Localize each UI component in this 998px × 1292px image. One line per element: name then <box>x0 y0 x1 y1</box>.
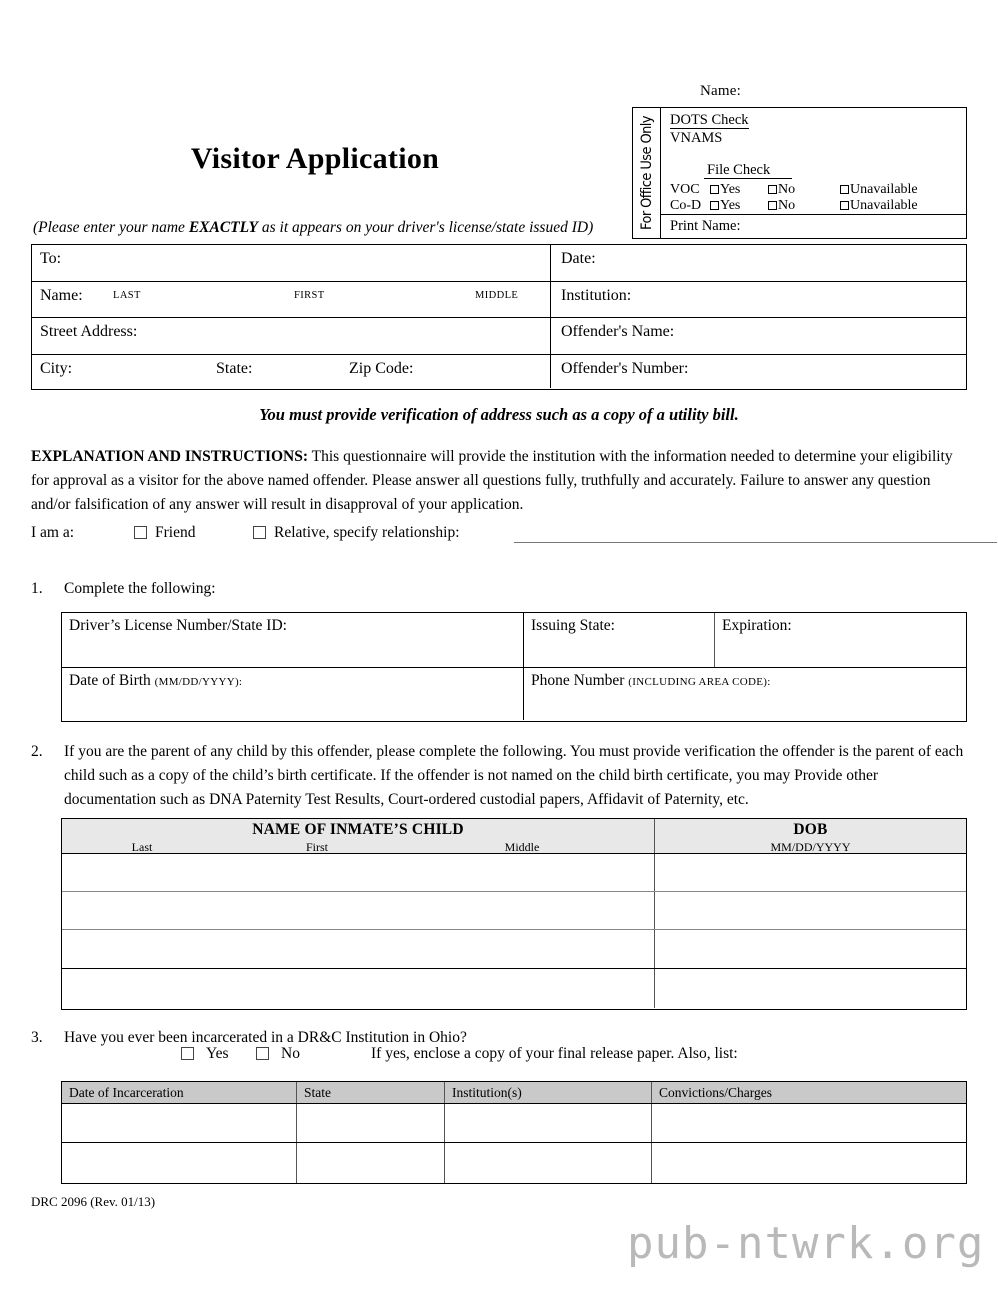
state-header: State <box>304 1085 331 1100</box>
incarcerated-yes-checkbox[interactable] <box>181 1047 194 1060</box>
cell-child-name[interactable] <box>62 969 655 1008</box>
cell-child-name[interactable] <box>62 892 655 929</box>
table-row <box>62 1143 966 1183</box>
name-label: Name: <box>40 286 83 304</box>
section-2-text: If you are the parent of any child by this offender, please complete the following. You must provide verification the offender is the parent of each child such as a copy of the child’s birth certificate. If the offender is not named on the child birth certificate, you may Provide other documentation such as DNA Paternity Test Results, Court-ordered custodial papers, Affidavit of Paternity, etc. <box>64 743 964 808</box>
cell-convictions[interactable] <box>652 1143 966 1183</box>
explanation-body: This questionnaire will provide the institution with the information needed to determine your eligibility for approval as a visitor for the above named offender. Please answer all questions fully, truthfully and accurately. Failure to answer any question and/or falsification of any answer will result in disapproval of your application. <box>31 448 953 513</box>
to-label: To: <box>40 250 62 267</box>
phone-number-label <box>531 672 771 690</box>
row-city-offendernumber <box>32 355 966 388</box>
cell-state[interactable] <box>297 1143 445 1183</box>
cell-issuing-state[interactable] <box>524 613 715 667</box>
table-row <box>62 930 966 969</box>
incarceration-yes-no-row <box>31 1045 969 1067</box>
office-use-vertical-label <box>633 108 661 238</box>
cell-child-dob[interactable] <box>655 930 966 968</box>
section-3-text: Have you ever been incarcerated in a DR&C Institution in Ohio? <box>64 1029 467 1046</box>
office-use-box <box>632 107 967 239</box>
table-row <box>62 613 966 668</box>
explanation-heading: EXPLANATION AND INSTRUCTIONS: <box>31 448 309 465</box>
office-row-cod <box>670 198 918 213</box>
cell-date[interactable] <box>551 245 966 281</box>
i-am-a-row <box>31 524 969 546</box>
voc-no-label: No <box>778 182 796 197</box>
name-last-label: LAST <box>113 289 141 301</box>
dob-header: DOB <box>793 821 828 838</box>
cell-child-name[interactable] <box>62 854 655 891</box>
date-of-incarceration-header: Date of Incarceration <box>69 1085 184 1100</box>
incarcerated-no-checkbox[interactable] <box>256 1047 269 1060</box>
row-name-institution <box>32 282 966 319</box>
institution-label: Institution: <box>561 286 632 304</box>
section-1-table <box>61 612 967 722</box>
incarcerated-if-yes-note: If yes, enclose a copy of your final release paper. Also, list: <box>371 1045 738 1062</box>
drivers-license-label: Driver’s License Number/State ID: <box>69 617 287 634</box>
cell-city-state-zip[interactable] <box>32 355 551 388</box>
section-2-table <box>61 818 967 1010</box>
state-label: State: <box>216 359 253 377</box>
cell-child-name[interactable] <box>62 930 655 968</box>
cell-child-dob[interactable] <box>655 892 966 929</box>
voc-yes-option[interactable] <box>710 182 768 197</box>
office-use-upper <box>661 108 966 215</box>
voc-unavailable-checkbox[interactable] <box>840 185 849 194</box>
convictions-header: Convictions/Charges <box>659 1085 772 1100</box>
cell-to[interactable] <box>32 245 551 281</box>
street-address-label: Street Address: <box>40 323 138 340</box>
dots-check-label: DOTS Check <box>670 112 749 128</box>
top-name-label: Name: <box>700 83 741 99</box>
header-cell-child-name <box>62 819 655 853</box>
city-label: City: <box>40 359 73 377</box>
child-last-subheader: Last <box>131 840 153 854</box>
form-id-footer: DRC 2096 (Rev. 01/13) <box>31 1194 156 1209</box>
section-1-heading <box>31 577 969 601</box>
date-label: Date: <box>561 250 596 267</box>
friend-checkbox[interactable] <box>134 526 147 539</box>
cell-institutions[interactable] <box>445 1104 652 1142</box>
voc-no-option[interactable] <box>768 182 840 197</box>
relative-label: Relative, specify relationship: <box>274 524 460 541</box>
vnams-label: VNAMS <box>670 130 723 146</box>
table-row <box>62 1104 966 1143</box>
table-header-row <box>62 819 966 854</box>
voc-unavailable-option[interactable] <box>840 182 918 197</box>
cod-yes-checkbox[interactable] <box>710 201 719 210</box>
cell-offender-number[interactable] <box>551 355 966 388</box>
name-middle-label: MIDDLE <box>475 289 519 301</box>
cell-drivers-license[interactable] <box>62 613 524 667</box>
cell-street-address[interactable] <box>32 318 551 354</box>
incarcerated-no-label: No <box>281 1045 300 1062</box>
cell-date-of-incarceration[interactable] <box>62 1143 297 1183</box>
table-row <box>62 854 966 892</box>
cell-child-dob[interactable] <box>655 854 966 891</box>
cod-no-label: No <box>778 198 796 213</box>
cell-offender-name[interactable] <box>551 318 966 354</box>
voc-unavailable-label: Unavailable <box>850 182 918 197</box>
cod-unavailable-option[interactable] <box>840 198 918 213</box>
office-use-vertical-text: For Office Use Only <box>638 116 655 230</box>
section-3-number: 3. <box>31 1029 43 1046</box>
section-3-table <box>61 1081 967 1184</box>
page-subtitle <box>33 219 593 237</box>
cell-institution[interactable] <box>551 282 966 318</box>
table-header-row <box>62 1082 966 1104</box>
print-name-label: Print Name: <box>670 218 741 234</box>
friend-label: Friend <box>155 524 196 541</box>
voc-label: VOC <box>670 182 700 197</box>
cod-yes-option[interactable] <box>710 198 768 213</box>
offender-name-label: Offender's Name: <box>561 323 675 340</box>
voc-no-checkbox[interactable] <box>768 185 777 194</box>
explanation-paragraph <box>31 445 969 517</box>
row-street-offendername <box>32 318 966 355</box>
voc-yes-checkbox[interactable] <box>710 185 719 194</box>
cell-phone-number[interactable] <box>524 668 966 720</box>
cod-no-checkbox[interactable] <box>768 201 777 210</box>
cod-yes-label: Yes <box>720 198 741 213</box>
office-row-voc <box>670 182 918 197</box>
date-of-birth-label <box>69 672 242 690</box>
cell-state[interactable] <box>297 1104 445 1142</box>
cell-date-of-incarceration[interactable] <box>62 1104 297 1142</box>
subtitle-emphasis: EXACTLY <box>188 219 258 236</box>
dob-format-subheader: MM/DD/YYYY <box>770 840 851 854</box>
page-title: Visitor Application <box>190 142 440 175</box>
child-middle-subheader: Middle <box>504 840 540 854</box>
voc-yes-label: Yes <box>720 182 741 197</box>
zip-code-label: Zip Code: <box>349 359 414 377</box>
header-cell-convictions <box>652 1082 966 1103</box>
name-first-label: FIRST <box>294 289 325 301</box>
subtitle-post: as it appears on your driver's license/state issued ID) <box>258 219 594 236</box>
section-1-number: 1. <box>31 580 43 597</box>
table-row <box>62 969 966 1008</box>
table-row <box>62 892 966 930</box>
i-am-a-label: I am a: <box>31 524 75 541</box>
dob-text: Date of Birth <box>69 672 155 689</box>
row-to-date <box>32 245 966 282</box>
cod-label: Co-D <box>670 198 702 213</box>
cell-expiration[interactable] <box>715 613 966 667</box>
cell-child-dob[interactable] <box>655 969 966 1008</box>
cell-name[interactable] <box>32 282 551 318</box>
watermark-text: pub-ntwrk.org <box>627 1218 985 1269</box>
file-check-label: File Check <box>704 163 792 179</box>
section-2-heading <box>31 740 969 812</box>
cell-convictions[interactable] <box>652 1104 966 1142</box>
relationship-input-line[interactable] <box>514 542 997 543</box>
table-row <box>62 668 966 720</box>
phone-text: Phone Number <box>531 672 629 689</box>
section-2-number: 2. <box>31 743 43 760</box>
cell-date-of-birth[interactable] <box>62 668 524 720</box>
header-cell-institutions <box>445 1082 652 1103</box>
institutions-header: Institution(s) <box>452 1085 522 1100</box>
cod-unavailable-label: Unavailable <box>850 198 918 213</box>
header-cell-date-of-incarceration <box>62 1082 297 1103</box>
incarcerated-yes-label: Yes <box>206 1045 229 1062</box>
address-verification-notice: You must provide verification of address such as a copy of a utility bill. <box>259 405 739 424</box>
cod-no-option[interactable] <box>768 198 840 213</box>
header-cell-dob <box>655 819 966 853</box>
expiration-label: Expiration: <box>722 617 792 634</box>
issuing-state-label: Issuing State: <box>531 617 615 634</box>
office-use-print-name-row[interactable] <box>661 215 966 238</box>
offender-number-label: Offender's Number: <box>561 359 689 377</box>
subtitle-pre: (Please enter your name <box>33 219 189 236</box>
relative-checkbox[interactable] <box>253 526 266 539</box>
cod-unavailable-checkbox[interactable] <box>840 201 849 210</box>
child-name-header: NAME OF INMATE’S CHILD <box>252 821 464 838</box>
applicant-info-table <box>31 244 967 390</box>
office-use-content <box>661 108 966 238</box>
phone-note: (INCLUDING AREA CODE): <box>628 676 771 688</box>
section-1-text: Complete the following: <box>64 580 216 597</box>
cell-institutions[interactable] <box>445 1143 652 1183</box>
child-first-subheader: First <box>305 840 328 854</box>
dob-format: (MM/DD/YYYY): <box>154 676 243 688</box>
header-cell-state <box>297 1082 445 1103</box>
